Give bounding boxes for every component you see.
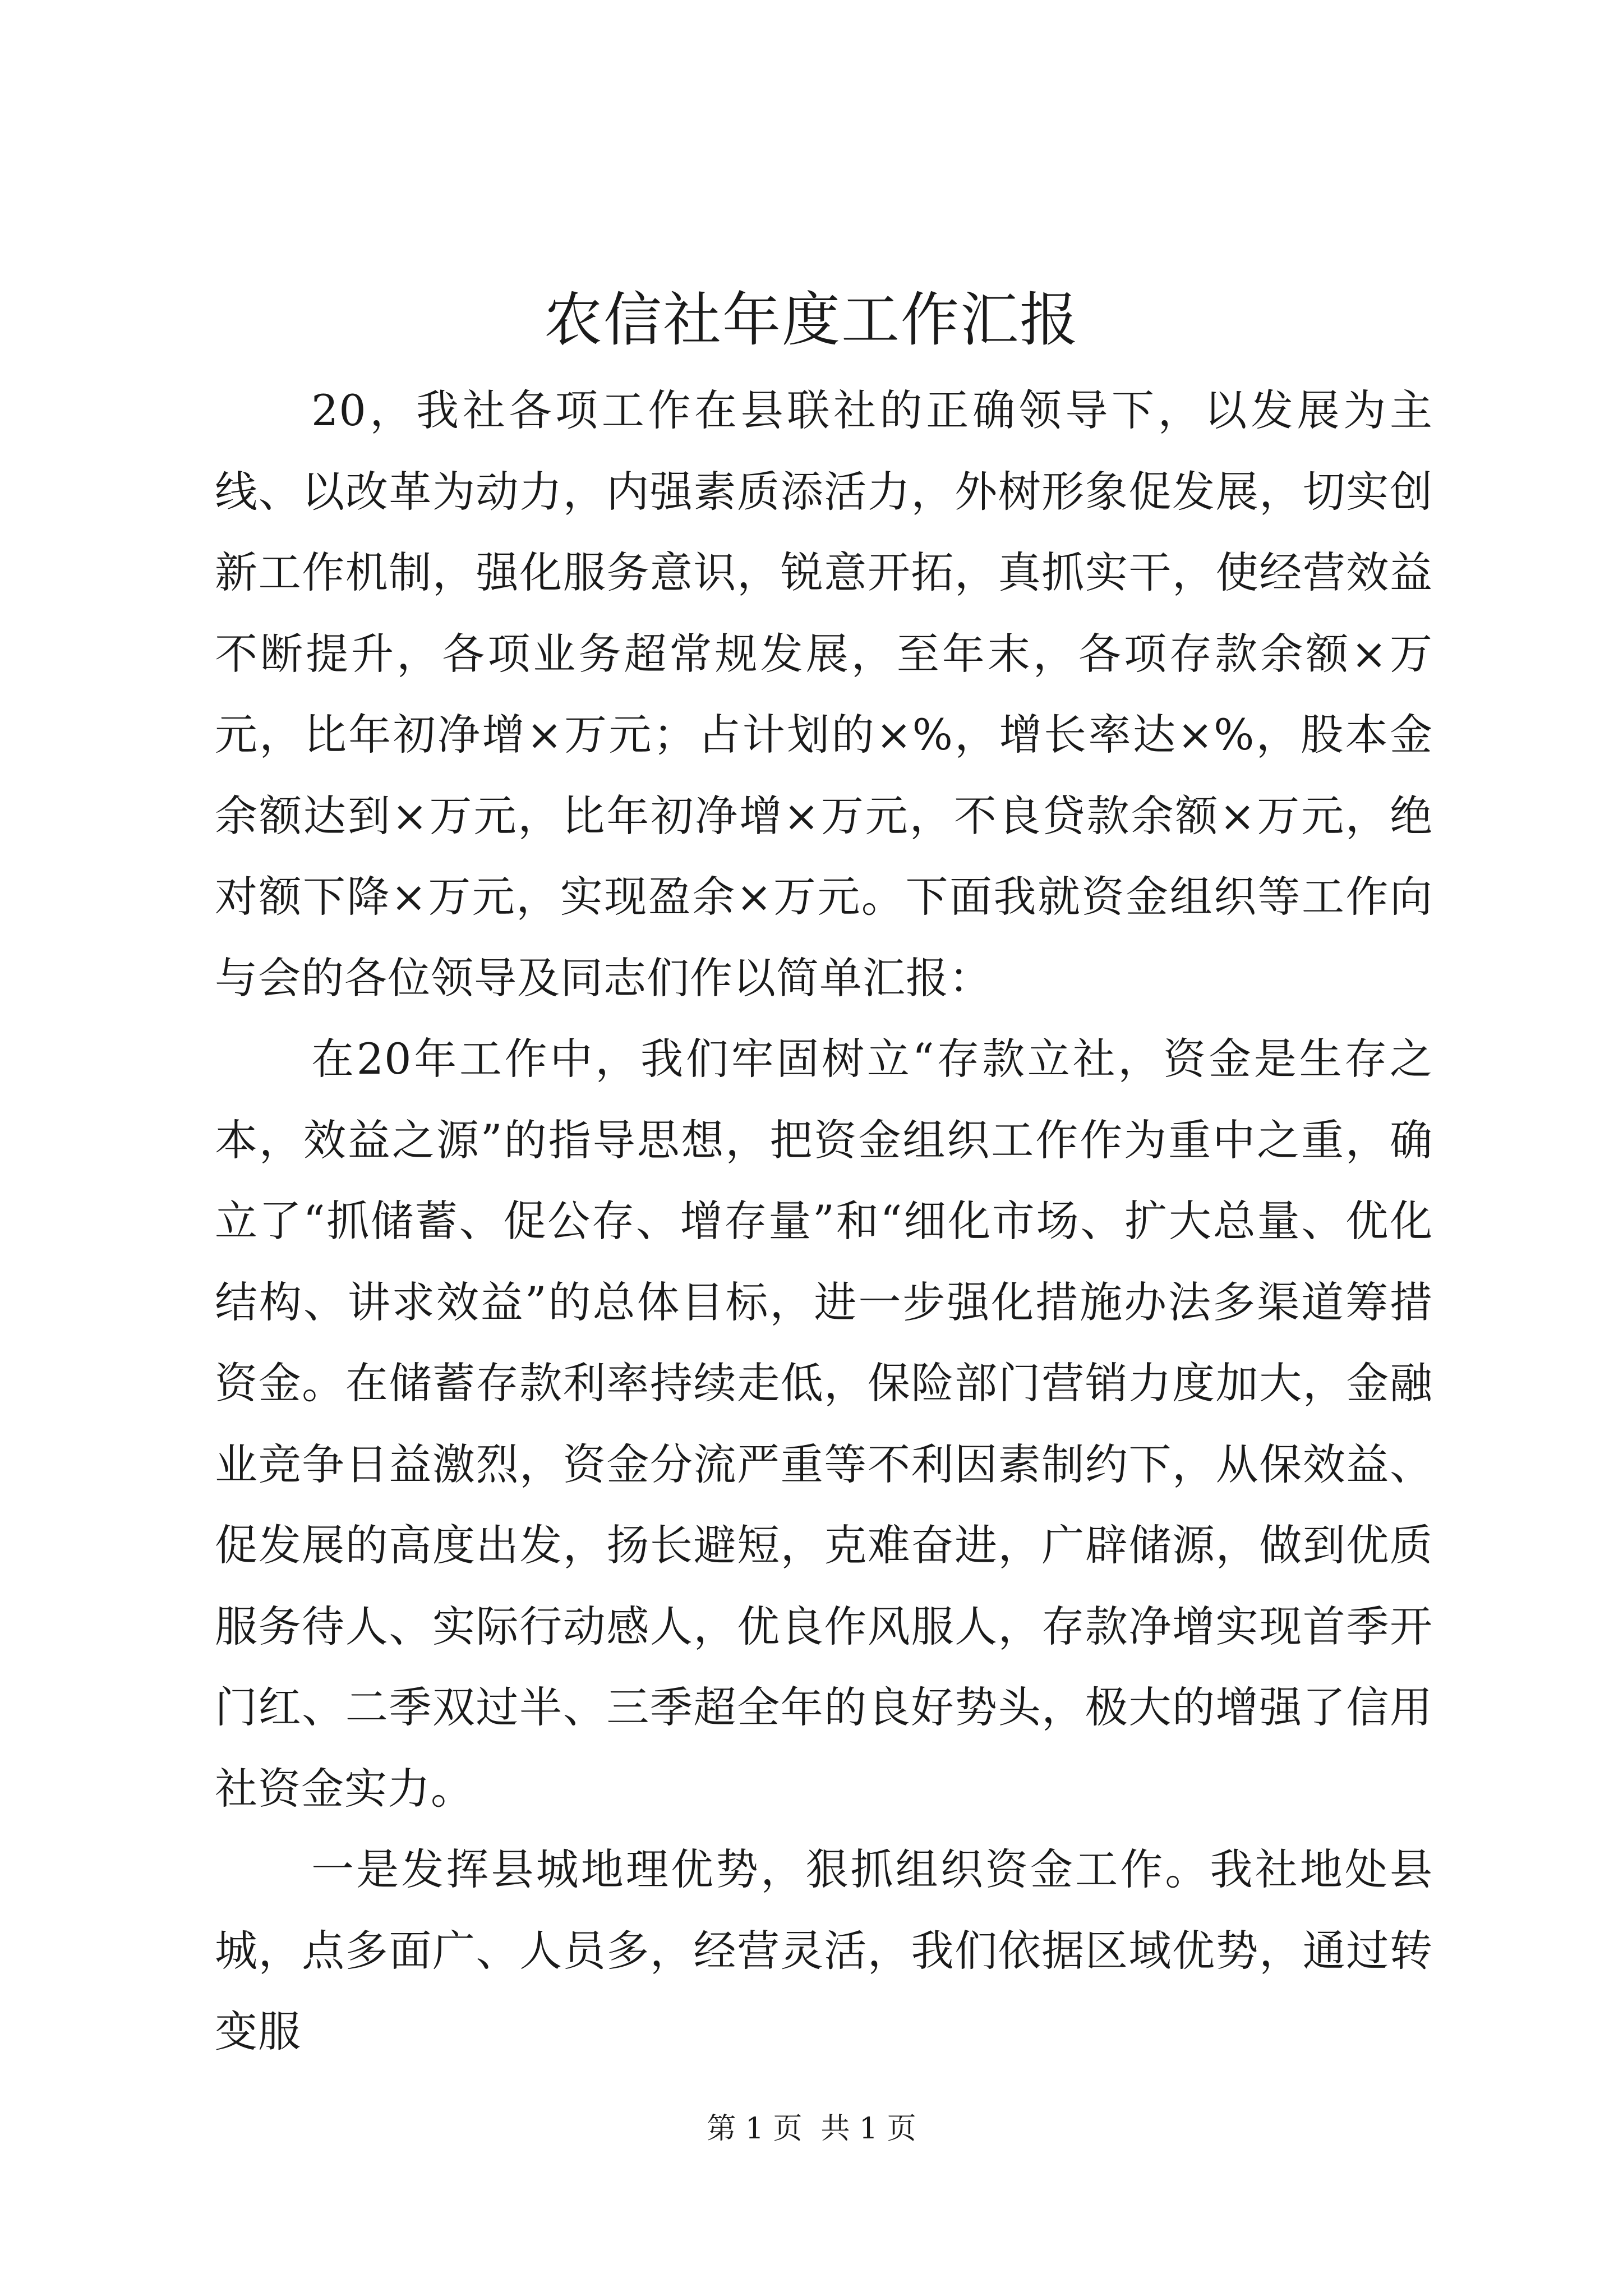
page-footer <box>0 2109 1623 2148</box>
paragraph-funding-work: 在20年工作中，我们牢固树立“存款立社，资金是生存之本，效益之源”的指导思想，把资金组织工作作为重中之重，确立了“抓储蓄、促公存、增存量”和“细化市场、扩大总量、优化结构、讲求效益”的总体目标，进一步强化措施办法多渠道筹措资金。在储蓄存款利率持续走低，保险部门营销力度加大，金融业竞争日益激烈，资金分流严重等不利因素制约下，从保效益、促发展的高度出发，扬长避短，克难奋进，广辟储源，做到优质服务待人、实际行动感人，优良作风服人，存款净增实现首季开门红、二季双过半、三季超全年的良好势头，极大的增强了信用社资金实力。 <box>215 1034 1433 1814</box>
paragraph-county-advantage: 一是发挥县城地理优势，狠抓组织资金工作。我社地处县城，点多面广、人员多，经营灵活，我们依据区域优势，通过转变服 <box>215 1844 1433 2056</box>
page-number-label: 第 1 页 共 1 页 <box>707 2112 916 2146</box>
paragraph-intro: 20，我社各项工作在县联社的正确领导下，以发展为主线、以改革为动力，内强素质添活力，外树形象促发展，切实创新工作机制，强化服务意识，锐意开拓，真抓实干，使经营效益不断提升，各项业务超常规发展，至年末，各项存款余额×万元，比年初净增×万元；占计划的×%，增长率达×%，股本金余额达到×万元，比年初净增×万元，不良贷款余额×万元，绝对额下降×万元，实现盈余×万元。下面我就资金组织等工作向与会的各位领导及同志们作以简单汇报： <box>215 385 1433 1003</box>
document-title: 农信社年度工作汇报 <box>543 286 1079 354</box>
document-body <box>215 370 1433 2073</box>
